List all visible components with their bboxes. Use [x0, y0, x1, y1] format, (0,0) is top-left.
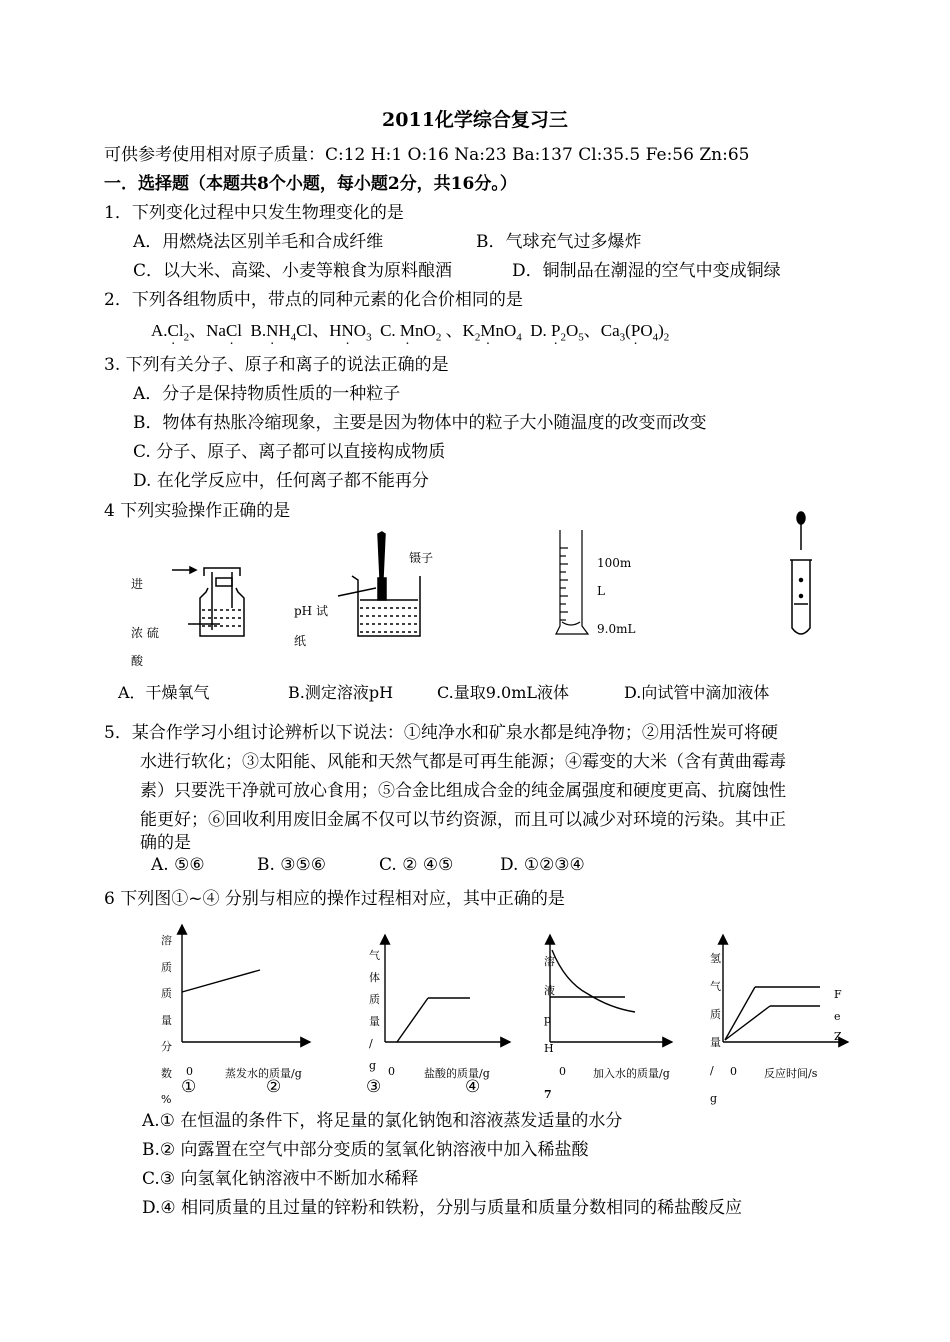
q5-option-a: A. ⑤⑥	[151, 855, 205, 875]
g2-zero: 0	[388, 1065, 395, 1078]
test-tube-dropper	[790, 512, 812, 634]
q4-apparatus-figure	[120, 508, 840, 678]
g4-fe-label-1: F	[834, 988, 842, 1001]
page-title: 2011化学综合复习三	[382, 109, 568, 131]
label-tweezers: 镊子	[409, 551, 434, 565]
q6-graphs	[160, 920, 860, 1070]
g3-y-label: 溶 液 p H	[544, 955, 555, 1055]
label-acid-2: 酸	[131, 654, 144, 668]
q4-option-a: A．干燥氧气	[118, 683, 210, 702]
g1-zero: 0	[186, 1065, 193, 1078]
g4-y-label: 氢 气 质 量 / g	[710, 952, 721, 1105]
q5-option-b: B. ③⑤⑥	[257, 855, 327, 875]
g4-fe-label-2: e	[834, 1010, 841, 1023]
q3-option-c: C. 分子、原子、离子都可以直接构成物质	[133, 442, 446, 462]
q3-stem: 3. 下列有关分子、原子和离子的说法正确的是	[104, 355, 449, 375]
q6-stem: 6 下列图①~④ 分别与相应的操作过程相对应，其中正确的是	[104, 889, 565, 909]
label-acid-1: 浓 硫	[131, 626, 159, 640]
label-ph-2: 纸	[294, 634, 307, 648]
q1-stem: 1．下列变化过程中只发生物理变化的是	[104, 203, 404, 223]
q4-option-b: B.测定溶液pH	[288, 683, 394, 702]
g2-y-label: 气 体 质 量 / g	[369, 949, 380, 1072]
q4-stem: 4 下列实验操作正确的是	[104, 501, 291, 521]
q5-option-c: C. ② ④⑤	[379, 855, 454, 875]
q6-option-c: C.③ 向氢氧化钠溶液中不断加水稀释	[142, 1169, 419, 1189]
label-l: L	[597, 584, 605, 598]
q5-line-2: 水进行软化；③太阳能、风能和天然气都是可再生能源；④霉变的大米（含有黄曲霉毒	[140, 752, 786, 772]
q6-option-d: D.④ 相同质量的且过量的锌粉和铁粉，分别与质量和质量分数相同的稀盐酸反应	[142, 1198, 743, 1218]
g4-zero: 0	[730, 1065, 737, 1078]
section-heading: 一．选择题（本题共8个小题，每小题2分，共16分。）	[104, 174, 517, 194]
q4-option-d: D.向试管中滴加液体	[624, 683, 770, 702]
q3-option-d: D. 在化学反应中，任何离子都不能再分	[133, 471, 429, 491]
q1-option-d: D．铜制品在潮湿的空气中变成铜绿	[512, 261, 781, 281]
g4-number: ④	[465, 1077, 481, 1097]
g3-seven: 7	[544, 1088, 552, 1101]
g1-number: ①	[181, 1077, 197, 1097]
label-in: 进	[131, 577, 144, 591]
atomic-masses: 可供参考使用相对原子质量：C:12 H:1 O:16 Na:23 Ba:137 Cl:35.5 Fe:56 Zn:65	[104, 145, 750, 165]
q5-line-5: 确的是	[140, 833, 191, 853]
g3-x-label: 加入水的质量/g	[593, 1067, 670, 1080]
graduated-cylinder	[556, 530, 588, 634]
beaker-ph	[338, 532, 420, 636]
q5-line-3: 素）只要洗干净就可放心食用；⑤合金比组成合金的纯金属强度和硬度更高、抗腐蚀性	[140, 781, 786, 801]
q3-option-b: B．物体有热胀冷缩现象，主要是因为物体中的粒子大小随温度的改变而改变	[133, 413, 707, 433]
g1-y-label: 溶 质 质 量 分 数 %	[161, 934, 172, 1106]
g3-zero: 0	[559, 1065, 566, 1078]
q1-option-a: A．用燃烧法区别羊毛和合成纤维	[133, 232, 384, 252]
label-ph-1: pH 试	[294, 604, 328, 618]
q3-option-a: A．分子是保持物质性质的一种粒子	[133, 384, 401, 404]
label-9ml: 9.0mL	[597, 622, 636, 636]
gas-washing-bottle	[172, 567, 244, 636]
q5-option-d: D. ①②③④	[500, 855, 585, 875]
g3-number: ③	[366, 1077, 382, 1097]
g2-number: ②	[266, 1077, 282, 1097]
g1-x-label: 蒸发水的质量/g	[225, 1067, 302, 1080]
q5-line-4: 能更好；⑥回收利用废旧金属不仅可以节约资源，而且可以减少对环境的污染。其中正	[140, 810, 786, 830]
q5-line-1: 5．某合作学习小组讨论辨析以下说法：①纯净水和矿泉水都是纯净物；②用活性炭可将硬	[104, 723, 778, 743]
g2-x-label: 盐酸的质量/g	[424, 1067, 490, 1080]
q4-option-c: C.量取9.0mL液体	[437, 683, 570, 702]
g4-zn-label: Z	[834, 1030, 842, 1043]
q6-option-b: B.② 向露置在空气中部分变质的氢氧化钠溶液中加入稀盐酸	[142, 1140, 589, 1160]
g4-x-label: 反应时间/s	[764, 1067, 818, 1080]
q6-option-a: A.① 在恒温的条件下，将足量的氯化钠饱和溶液蒸发适量的水分	[142, 1111, 623, 1131]
q2-options: $A.C \cdot l_2$、NaC ·l $B.N \cdot H_4Cl$、HN $\cdot O_3$ C. $M \cdot nO_2$ 、$K_2M \cdot nO_4$ D. $P \cdot_2O_5$、$Ca_3(P \cdot O_4)_2$	[151, 316, 669, 343]
q1-option-c: C．以大米、高粱、小麦等粮食为原料酿酒	[133, 261, 453, 281]
q1-option-b: B．气球充气过多爆炸	[476, 232, 642, 252]
q2-stem: 2．下列各组物质中，带点的同种元素的化合价相同的是	[104, 290, 523, 310]
label-100ml: 100m	[597, 556, 632, 570]
